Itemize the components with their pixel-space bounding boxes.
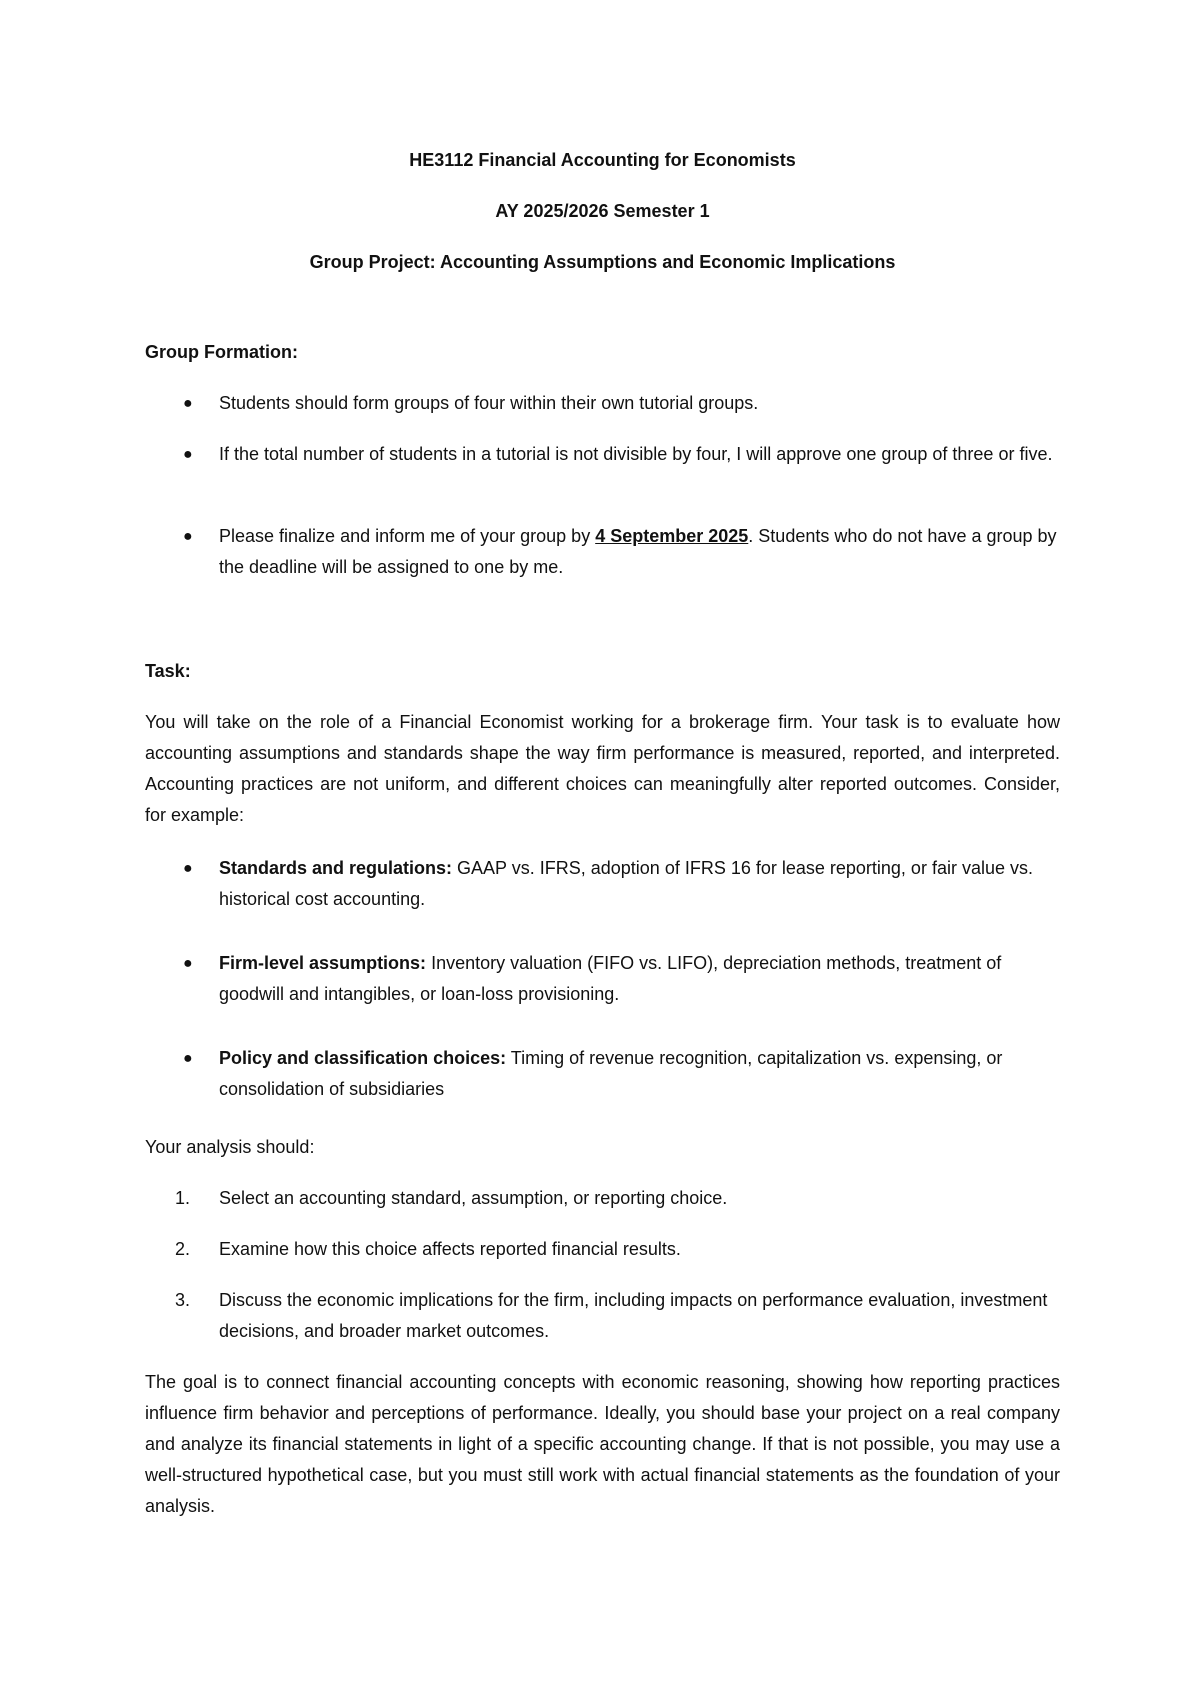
deadline-date: 4 September 2025 [595, 526, 749, 546]
group-bullet-2-text: If the total number of students in a tutorial is not divisible by four, I will approve one group of three or five. [219, 444, 1053, 464]
group-bullet-1 [145, 388, 1060, 419]
example-3-lead: Policy and classification choices: [219, 1048, 507, 1068]
step-1 [145, 1183, 1060, 1214]
step-3-number: 3. [175, 1290, 191, 1310]
project-title: Group Project: Accounting Assumptions and Economic Implications [309, 252, 896, 272]
bullet-icon: ● [183, 1050, 193, 1067]
term-title: AY 2025/2026 Semester 1 [495, 201, 710, 221]
step-1-number: 1. [175, 1188, 191, 1208]
group-formation-heading: Group Formation: [145, 342, 298, 362]
task-intro: You will take on the role of a Financial Economist working for a brokerage firm. Your task is to evaluate how accounting assumptions and standards shape the way firm performance is measured, reported, and interpreted. Accounting practices are not uniform, and different choices can meaningfully alter reported outcomes. Consider, for example: [145, 712, 1060, 825]
step-1-text: Select an accounting standard, assumption, or reporting choice. [219, 1188, 728, 1208]
bullet-icon: ● [183, 395, 193, 412]
deadline-before: Please finalize and inform me of your group by [219, 526, 596, 546]
example-1-lead: Standards and regulations: [219, 858, 453, 878]
example-2-lead: Firm-level assumptions: [219, 953, 427, 973]
bullet-icon: ● [183, 446, 193, 463]
course-title: HE3112 Financial Accounting for Economists [409, 150, 796, 170]
group-bullet-3 [145, 521, 1060, 583]
document-page [145, 0, 1060, 1696]
step-3 [145, 1285, 1060, 1347]
group-bullet-1-text: Students should form groups of four within their own tutorial groups. [219, 393, 759, 413]
bullet-icon: ● [183, 955, 193, 972]
analysis-intro: Your analysis should: [145, 1137, 315, 1157]
step-2-text: Examine how this choice affects reported financial results. [219, 1239, 681, 1259]
bullet-icon: ● [183, 860, 193, 877]
task-heading: Task: [145, 661, 191, 681]
deadline-after: . Students who do not have a group by the deadline will be assigned to one by me. [219, 526, 1057, 577]
group-bullet-3-text [219, 521, 1059, 583]
example-bullet-2 [145, 948, 1060, 1010]
example-2-text: Inventory valuation (FIFO vs. LIFO), depreciation methods, treatment of goodwill and intangibles, or loan-loss provisioning. [219, 953, 1002, 1004]
step-3-text: Discuss the economic implications for the firm, including impacts on performance evaluation, investment decisions, and broader market outcomes. [219, 1290, 1048, 1341]
goal-paragraph: The goal is to connect financial accounting concepts with economic reasoning, showing how reporting practices influence firm behavior and perceptions of performance. Ideally, you should base your project on a real company and analyze its financial statements in light of a specific accounting change. If that is not possible, you may use a well-structured hypothetical case, but you must still work with actual financial statements as the foundation of your analysis. [145, 1372, 1060, 1516]
example-bullet-1 [145, 853, 1060, 915]
step-2-number: 2. [175, 1239, 191, 1259]
example-3-text: Timing of revenue recognition, capitalization vs. expensing, or consolidation of subsidiaries [219, 1048, 1003, 1099]
example-1-text: GAAP vs. IFRS, adoption of IFRS 16 for lease reporting, or fair value vs. historical cost accounting. [219, 858, 1033, 909]
group-bullet-2 [145, 439, 1060, 470]
step-2 [145, 1234, 1060, 1265]
bullet-icon: ● [183, 528, 193, 545]
example-bullet-3 [145, 1043, 1060, 1105]
